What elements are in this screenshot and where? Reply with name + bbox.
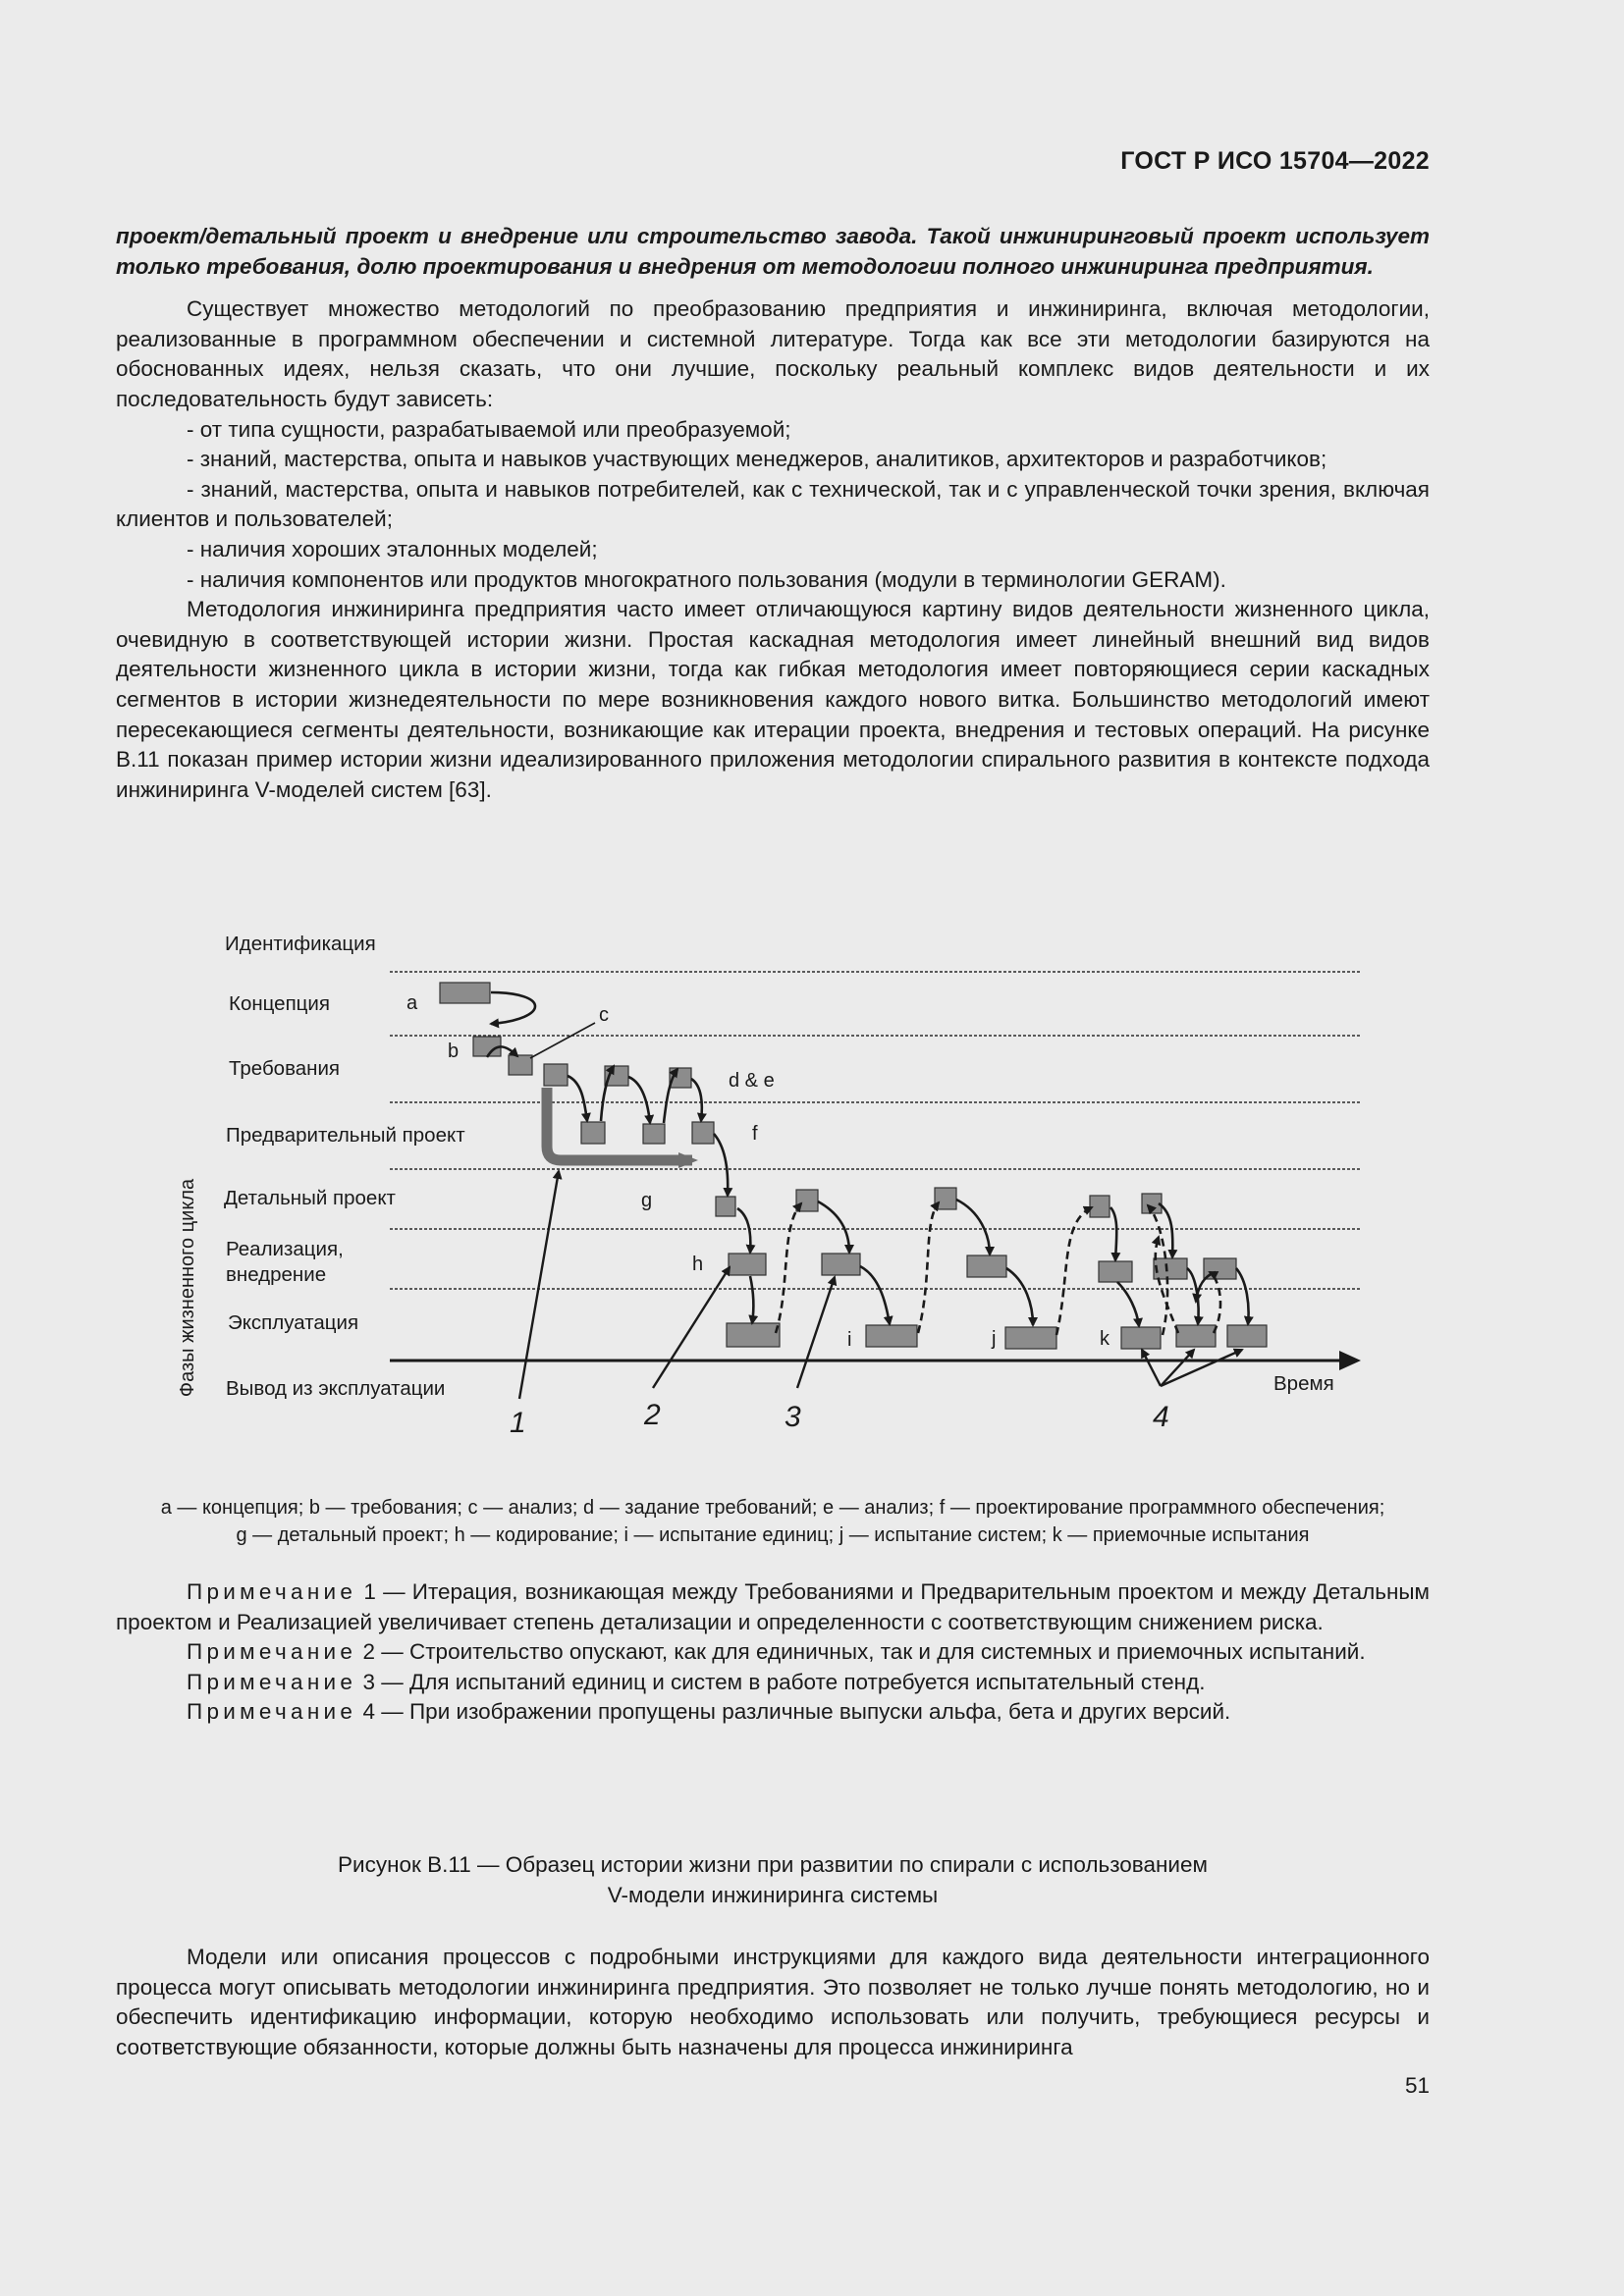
paragraph-methodologies: Существует множество методологий по преобразованию предприятия и инжиниринга, включая методологии, реализованные в программном обеспечении и системной литературе. Тогда как все эти методологии базируются на обоснованных идеях, нельзя сказать, что они лучшие, поскольку реальный комплекс видов деятельности и их последовательность будут зависеть: xyxy=(116,296,1430,411)
callout-1: 1 xyxy=(510,1407,526,1439)
phase-label: Идентификация xyxy=(225,933,376,955)
page-number: 51 xyxy=(1404,2073,1430,2098)
figure-legend xyxy=(116,1494,1430,1549)
bullet-item: - знаний, мастерства, опыта и навыков потребителей, как с технической, так и с управленческой точки зрения, включая клиентов и пользователей; xyxy=(116,476,1430,532)
letter-i: i xyxy=(847,1329,852,1351)
letter-a: a xyxy=(406,992,418,1014)
note-3: Примечание 3 — Для испытаний единиц и систем в работе потребуется испытательный стенд. xyxy=(187,1669,1206,1694)
note-4: Примечание 4 — При изображении пропущены различные выпуски альфа, бета и других версий. xyxy=(187,1699,1231,1725)
letter-de: d & e xyxy=(729,1070,775,1092)
figure-title-line: V-модели инжиниринга системы xyxy=(607,1882,939,1907)
phase-boundaries xyxy=(390,972,1360,1289)
box-h xyxy=(729,1254,766,1275)
callout-3: 3 xyxy=(785,1401,801,1433)
phase-label: Концепция xyxy=(229,992,330,1015)
phase-label: Требования xyxy=(229,1057,341,1080)
letter-b: b xyxy=(448,1041,460,1062)
letter-g: g xyxy=(641,1190,653,1211)
paragraph-process-models: Модели или описания процессов с подробными инструкциями для каждого вида деятельности интеграционного процесса могут описывать методологии инжиниринга предприятия. Это позволяет не только лучше понять методологию, но и обеспечить идентификацию информации, которую необходимо использовать или получить, требующиеся ресурсы и соответствующие обязанности, которые должны быть назначены для процесса инжиниринга xyxy=(116,1945,1430,2059)
letter-h: h xyxy=(692,1254,704,1275)
phase-label: Эксплуатация xyxy=(228,1311,359,1334)
phase-label: Детальный проект xyxy=(224,1187,396,1209)
notes-block xyxy=(116,1577,1430,1728)
phase-label: внедрение xyxy=(226,1263,327,1286)
document-code: ГОСТ Р ИСО 15704—2022 xyxy=(1120,147,1430,175)
letter-j: j xyxy=(992,1328,997,1350)
box-k xyxy=(1121,1327,1161,1349)
letter-k: k xyxy=(1100,1328,1110,1350)
box-j xyxy=(1005,1327,1056,1349)
activity-letters xyxy=(406,992,1110,1351)
box-a xyxy=(440,983,490,1003)
intro-paragraph: проект/детальный проект и внедрение или строительство завода. Такой инжиниринговый проект использует только требования, долю проектирования и внедрения от методологии полного инжиниринга предприятия. xyxy=(116,224,1430,279)
paragraph-life-history: Методология инжиниринга предприятия часто имеет отличающуюся картину видов деятельности жизненного цикла, очевидную в соответствующей истории жизни. Простая каскадная методология имеет линейный внешний вид видов деятельности жизненного цикла в истории жизни, тогда как гибкая методология имеет повторяющиеся серии каскадных сегментов в истории жизнедеятельности по мере возникновения каждого нового витка. Большинство методологий имеют пересекающиеся сегменты деятельности, возникающие как итерации проекта, внедрения и тестовых операций. На рисунке В.11 показан пример истории жизни идеализированного приложения методологии спирального развития в контексте подхода инжиниринга V-моделей систем [63]. xyxy=(116,597,1430,802)
bullet-item: - знаний, мастерства, опыта и навыков участвующих менеджеров, аналитиков, архитекторов и разработчиков; xyxy=(187,447,1327,472)
legend-line: a — концепция; b — требования; c — анализ; d — задание требований; e — анализ; f — проектирование программного обеспечения; xyxy=(160,1497,1385,1519)
box-c xyxy=(509,1055,532,1075)
y-axis-label: Фазы жизненного цикла xyxy=(177,1178,198,1398)
figure-title xyxy=(116,1850,1430,1910)
box-i xyxy=(866,1325,917,1347)
bullet-item: - от типа сущности, разрабатываемой или преобразуемой; xyxy=(187,416,791,442)
legend-line: g — детальный проект; h — кодирование; i — испытание единиц; j — испытание систем; k — приемочные испытания xyxy=(236,1524,1310,1546)
figure-title-line: Рисунок В.11 — Образец истории жизни при развитии по спирали с использованием xyxy=(338,1852,1208,1877)
phase-label: Вывод из эксплуатации xyxy=(226,1377,446,1400)
phase-label: Предварительный проект xyxy=(226,1124,465,1147)
callout-pointers xyxy=(519,1171,1242,1399)
note-2: Примечание 2 — Строительство опускают, как для единичных, так и для системных и приемочных испытаний. xyxy=(187,1639,1366,1665)
phase-label: Реализация, xyxy=(226,1238,344,1260)
callout-2: 2 xyxy=(644,1399,661,1431)
preliminary-design-arrow xyxy=(547,1088,692,1160)
box-g xyxy=(716,1197,735,1216)
callout-numbers xyxy=(510,1399,1169,1439)
body-text-bottom xyxy=(116,1943,1430,2062)
callout-4: 4 xyxy=(1153,1401,1169,1433)
note-1: Примечание 1 — Итерация, возникающая между Требованиями и Предварительным проектом и между Детальным проектом и Реализацией увеличивает степень детализации и определенности с соответствующим снижением риска. xyxy=(116,1579,1431,1634)
time-axis-label: Время xyxy=(1273,1372,1334,1395)
letter-f: f xyxy=(752,1123,758,1145)
bullet-item: - наличия хороших эталонных моделей; xyxy=(187,536,598,561)
bullet-item: - наличия компонентов или продуктов многократного пользования (модули в терминологии GERAM). xyxy=(187,566,1226,592)
letter-c: c xyxy=(599,1004,609,1026)
